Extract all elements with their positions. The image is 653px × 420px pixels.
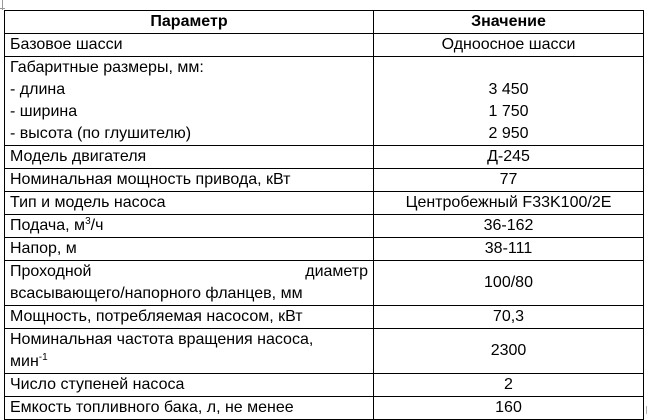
table-row-flange-diameter (5, 261, 644, 306)
flange-line-1-left: Проходной (10, 263, 92, 280)
width-label: - ширина (10, 103, 78, 120)
param-cell: Мощность, потребляемая насосом, кВт (5, 306, 374, 329)
crop-mark-horizontal (0, 8, 5, 9)
height-label: - высота (по глушителю) (10, 125, 192, 142)
table-row-head (5, 238, 644, 261)
pump-speed-unit-sup: -1 (38, 352, 48, 363)
value-cell-dimensions (374, 57, 644, 146)
value-cell: 100/80 (374, 261, 644, 306)
width-value: 1 750 (488, 103, 529, 120)
param-cell: Базовое шасси (5, 34, 374, 57)
param-cell: Модель двигателя (5, 146, 374, 169)
table-row-flow (5, 215, 644, 238)
param-cell-flange (5, 261, 374, 306)
param-cell: Тип и модель насоса (5, 192, 374, 215)
length-label: - длина (10, 81, 66, 98)
flange-line-2: всасывающего/напорного фланцев, мм (10, 285, 303, 302)
table-row-pump-power (5, 306, 644, 329)
value-cell: 38-111 (374, 238, 644, 261)
table-row-pump-stages (5, 374, 644, 397)
param-cell: Напор, м (5, 238, 374, 261)
header-param: Параметр (5, 11, 374, 34)
param-cell: Число ступеней насоса (5, 374, 374, 397)
value-cell: 2300 (374, 329, 644, 374)
header-row (5, 11, 644, 34)
value-cell: 160 (374, 397, 644, 420)
length-value: 3 450 (488, 81, 529, 98)
table-row-fuel-tank (5, 397, 644, 420)
value-cell: 36-162 (374, 215, 644, 238)
param-cell: Емкость топливного бака, л, не менее (5, 397, 374, 420)
value-cell: Центробежный F33K100/2E (374, 192, 644, 215)
table-row-drive-power (5, 169, 644, 192)
crop-mark-bottom-right (646, 406, 647, 414)
dimensions-blank-line (379, 57, 638, 79)
flow-label-prefix: Подача, м (10, 217, 86, 234)
flange-line-1 (10, 261, 368, 283)
value-cell: 77 (374, 169, 644, 192)
value-cell: Одноосное шасси (374, 34, 644, 57)
specifications-table (4, 10, 644, 420)
flange-line-1-right: диаметр (305, 263, 368, 280)
pump-speed-line-2 (10, 351, 368, 373)
header-value: Значение (374, 11, 644, 34)
value-cell: 70,3 (374, 306, 644, 329)
param-cell: Номинальная мощность привода, кВт (5, 169, 374, 192)
param-cell-dimensions (5, 57, 374, 146)
table-row-dimensions (5, 57, 644, 146)
pump-speed-unit: мин (10, 353, 39, 370)
param-cell-pump-speed (5, 329, 374, 374)
height-value: 2 950 (488, 125, 529, 142)
table-row-base-chassis (5, 34, 644, 57)
dimensions-title: Габаритные размеры, мм: (10, 59, 204, 76)
flow-label-suffix: /ч (90, 217, 104, 234)
value-cell: 2 (374, 374, 644, 397)
table-row-engine-model (5, 146, 644, 169)
pump-speed-line-1: Номинальная частота вращения насоса, (10, 331, 314, 348)
table-row-pump-type (5, 192, 644, 215)
value-cell: Д-245 (374, 146, 644, 169)
table-row-pump-speed (5, 329, 644, 374)
flow-label-sup: 3 (85, 216, 91, 227)
param-cell-flow (5, 215, 374, 238)
